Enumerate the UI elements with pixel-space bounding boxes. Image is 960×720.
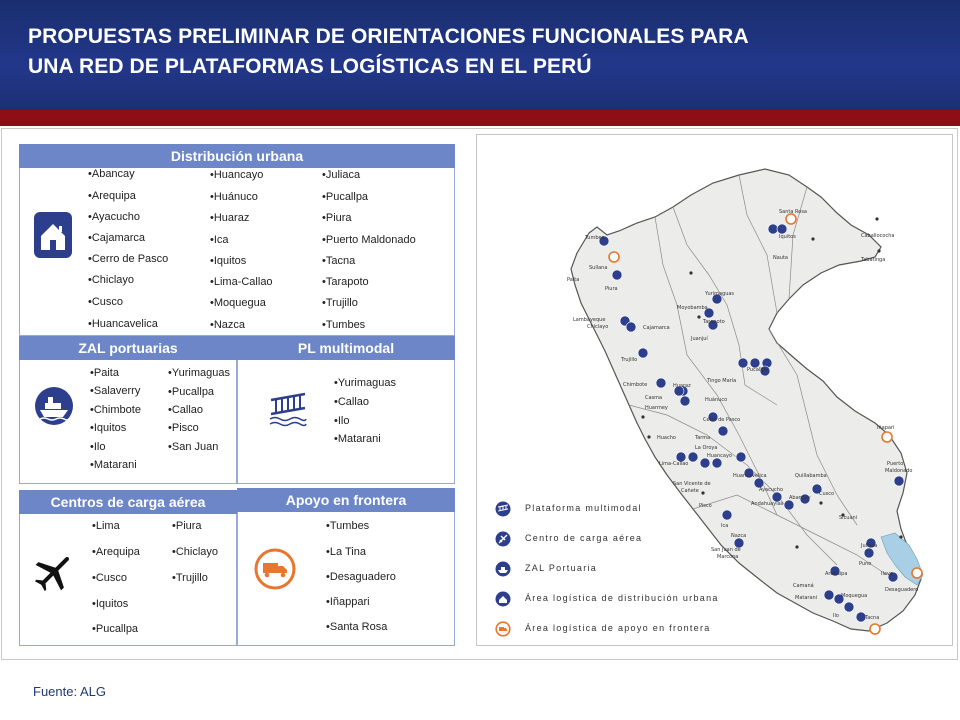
distribucion-heading: Distribución urbana bbox=[19, 144, 455, 168]
title-line-1: PROPUESTAS PRELIMINAR DE ORIENTACIONES FUNCIONALES PARA bbox=[28, 25, 749, 48]
svg-text:Huaraz: Huaraz bbox=[673, 383, 691, 389]
zal-item: • Chimbote bbox=[90, 404, 141, 416]
zal-item: • Pisco bbox=[168, 422, 199, 434]
svg-text:Pucallpa: Pucallpa bbox=[747, 367, 768, 373]
svg-text:Huánuco: Huánuco bbox=[705, 397, 728, 403]
legend-label: Plataforma multimodal bbox=[525, 503, 642, 513]
svg-text:Caballococha: Caballococha bbox=[861, 233, 895, 239]
svg-text:Tacna: Tacna bbox=[865, 615, 880, 621]
svg-text:Ilo: Ilo bbox=[833, 613, 839, 619]
legend-airplane-icon bbox=[495, 531, 511, 552]
truck-icon bbox=[254, 548, 296, 595]
distribucion-item: • Arequipa bbox=[88, 190, 136, 202]
svg-text:Cañete: Cañete bbox=[681, 488, 699, 494]
distribucion-item: • Tumbes bbox=[322, 319, 365, 331]
svg-text:Ilave: Ilave bbox=[881, 571, 893, 577]
distribucion-item: • Huaraz bbox=[210, 212, 249, 224]
svg-text:Puno: Puno bbox=[859, 561, 872, 567]
svg-text:Yurimaguas: Yurimaguas bbox=[705, 291, 735, 297]
legend-label: Área logística de distribución urbana bbox=[525, 593, 719, 603]
distribucion-item: • Tarapoto bbox=[322, 276, 369, 288]
legend-truck-icon bbox=[495, 621, 511, 642]
svg-text:Cusco: Cusco bbox=[819, 491, 835, 497]
svg-text:Lambayeque: Lambayeque bbox=[573, 317, 606, 323]
distribucion-item: • Nazca bbox=[210, 319, 245, 331]
distribucion-item: • Ica bbox=[210, 234, 229, 246]
svg-text:Huancavelica: Huancavelica bbox=[733, 473, 767, 479]
map-legend bbox=[495, 499, 735, 639]
svg-text:Marcona: Marcona bbox=[717, 554, 739, 560]
legend-label: Área logística de apoyo en frontera bbox=[525, 623, 711, 633]
aerea-heading: Centros de carga aérea bbox=[19, 490, 237, 514]
pl-item: • Matarani bbox=[334, 433, 381, 445]
svg-text:Juliaca: Juliaca bbox=[861, 543, 878, 549]
svg-text:La Oroya: La Oroya bbox=[695, 445, 718, 451]
aerea-item: • Piura bbox=[172, 520, 202, 532]
svg-text:Arequipa: Arequipa bbox=[825, 571, 848, 577]
svg-text:Sicuani: Sicuani bbox=[839, 515, 858, 521]
distribucion-item: • Cerro de Pasco bbox=[88, 253, 168, 265]
svg-text:Tumbes: Tumbes bbox=[585, 235, 605, 241]
distribucion-item: • Juliaca bbox=[322, 169, 360, 181]
svg-text:Moquegua: Moquegua bbox=[841, 593, 868, 599]
svg-text:Desaguadero: Desaguadero bbox=[885, 587, 919, 593]
svg-text:Nauta: Nauta bbox=[773, 255, 788, 261]
svg-text:Cerro de Pasco: Cerro de Pasco bbox=[703, 417, 741, 423]
distribucion-item: • Iquitos bbox=[210, 255, 246, 267]
ship-icon bbox=[34, 386, 74, 431]
svg-text:Ayacucho: Ayacucho bbox=[759, 487, 783, 493]
legend-house-icon bbox=[495, 591, 511, 612]
svg-text:Santa Rosa: Santa Rosa bbox=[779, 209, 807, 215]
frontera-item: • Desaguadero bbox=[326, 571, 396, 583]
svg-text:Trujillo: Trujillo bbox=[621, 357, 638, 363]
svg-text:Iquitos: Iquitos bbox=[779, 234, 796, 240]
zal-item: • Iquitos bbox=[90, 422, 126, 434]
svg-text:Moyobamba: Moyobamba bbox=[677, 305, 708, 311]
zal-item: • Callao bbox=[168, 404, 203, 416]
aerea-item: • Cusco bbox=[92, 572, 127, 584]
svg-text:Pisco: Pisco bbox=[699, 503, 712, 509]
svg-text:Puerto: Puerto bbox=[887, 461, 904, 467]
accent-bar bbox=[0, 110, 960, 126]
svg-text:Camaná: Camaná bbox=[793, 583, 814, 589]
aerea-item: • Arequipa bbox=[92, 546, 140, 558]
svg-text:Piura: Piura bbox=[605, 286, 618, 292]
svg-text:Iñapari: Iñapari bbox=[877, 425, 895, 431]
svg-text:Ica: Ica bbox=[721, 523, 729, 529]
frontera-heading: Apoyo en frontera bbox=[237, 488, 455, 512]
distribucion-item: • Moquegua bbox=[210, 297, 266, 309]
distribucion-item: • Chiclayo bbox=[88, 274, 134, 286]
svg-text:Maldonado: Maldonado bbox=[885, 468, 913, 474]
distribucion-item: • Pucallpa bbox=[322, 191, 368, 203]
pl-item: • Callao bbox=[334, 396, 369, 408]
distribucion-item: • Tacna bbox=[322, 255, 355, 267]
aerea-item: • Pucallpa bbox=[92, 623, 138, 635]
svg-text:San Juan de: San Juan de bbox=[711, 547, 741, 553]
svg-text:Tarapoto: Tarapoto bbox=[703, 319, 725, 325]
zal-item: • Pucallpa bbox=[168, 386, 214, 398]
svg-text:Chimbote: Chimbote bbox=[623, 382, 648, 388]
source-note: Fuente: ALG bbox=[33, 684, 106, 699]
svg-text:Abancay: Abancay bbox=[789, 495, 811, 501]
zal-item: • Ilo bbox=[90, 441, 105, 453]
svg-text:Andahuaylas: Andahuaylas bbox=[751, 501, 784, 507]
legend-label: Centro de carga aérea bbox=[525, 533, 643, 543]
legend-bridge-icon bbox=[495, 501, 511, 522]
svg-text:Tabatinga: Tabatinga bbox=[861, 257, 886, 263]
page-title bbox=[28, 22, 749, 82]
legend-label: ZAL Portuaria bbox=[525, 563, 598, 573]
distribucion-item: • Trujillo bbox=[322, 297, 358, 309]
distribucion-item: • Piura bbox=[322, 212, 352, 224]
svg-text:Tingo María: Tingo María bbox=[707, 378, 737, 384]
svg-text:Casma: Casma bbox=[645, 395, 663, 401]
frontera-item: • Santa Rosa bbox=[326, 621, 387, 633]
zal-item: • Salaverry bbox=[90, 385, 140, 397]
distribucion-item: • Cusco bbox=[88, 296, 123, 308]
distribucion-item: • Ayacucho bbox=[88, 211, 140, 223]
airplane-icon bbox=[32, 550, 76, 599]
distribucion-item: • Abancay bbox=[88, 168, 135, 180]
aerea-item: • Iquitos bbox=[92, 598, 128, 610]
zal-heading: ZAL portuarias bbox=[19, 336, 237, 360]
aerea-item: • Trujillo bbox=[172, 572, 208, 584]
svg-text:San Vicente de: San Vicente de bbox=[673, 481, 711, 487]
pl-item: • Ilo bbox=[334, 415, 349, 427]
svg-text:Nazca: Nazca bbox=[731, 533, 747, 539]
svg-text:Quillabamba: Quillabamba bbox=[795, 473, 827, 479]
distribucion-item: • Huánuco bbox=[210, 191, 258, 203]
svg-text:Lima-Callao: Lima-Callao bbox=[659, 461, 689, 467]
house-icon bbox=[34, 212, 72, 263]
frontera-item: • Iñappari bbox=[326, 596, 370, 608]
peru-map-panel bbox=[476, 134, 953, 646]
aerea-item: • Lima bbox=[92, 520, 120, 532]
frontera-item: • Tumbes bbox=[326, 520, 369, 532]
svg-text:Huancayo: Huancayo bbox=[707, 453, 732, 459]
distribucion-item: • Huancayo bbox=[210, 169, 263, 181]
pl-item: • Yurimaguas bbox=[334, 377, 396, 389]
svg-text:Paita: Paita bbox=[567, 277, 580, 283]
title-banner bbox=[0, 0, 960, 110]
zal-item: • Paita bbox=[90, 367, 119, 379]
svg-text:Juanjuí: Juanjuí bbox=[691, 336, 708, 342]
zal-item: • Matarani bbox=[90, 459, 137, 471]
title-line-2: UNA RED DE PLATAFORMAS LOGÍSTICAS EN EL PERÚ bbox=[28, 55, 592, 78]
zal-item: • San Juan bbox=[168, 441, 218, 453]
distribucion-item: • Puerto Maldonado bbox=[322, 234, 416, 246]
distribucion-item: • Lima-Callao bbox=[210, 276, 273, 288]
frontera-item: • La Tina bbox=[326, 546, 366, 558]
svg-text:Cajamarca: Cajamarca bbox=[643, 325, 670, 331]
svg-text:Chiclayo: Chiclayo bbox=[587, 324, 609, 330]
svg-text:Tarma: Tarma bbox=[695, 435, 711, 441]
zal-item: • Yurimaguas bbox=[168, 367, 230, 379]
svg-text:Sullana: Sullana bbox=[589, 265, 608, 271]
aerea-item: • Chiclayo bbox=[172, 546, 218, 558]
svg-text:Matarani: Matarani bbox=[795, 595, 818, 601]
distribucion-item: • Cajamarca bbox=[88, 232, 145, 244]
pl-heading: PL multimodal bbox=[237, 336, 455, 360]
svg-text:Huacho: Huacho bbox=[657, 435, 676, 441]
distribucion-item: • Huancavelica bbox=[88, 318, 158, 330]
legend-ship-icon bbox=[495, 561, 511, 582]
svg-text:Huarmey: Huarmey bbox=[645, 405, 668, 411]
bridge-icon bbox=[268, 386, 308, 433]
